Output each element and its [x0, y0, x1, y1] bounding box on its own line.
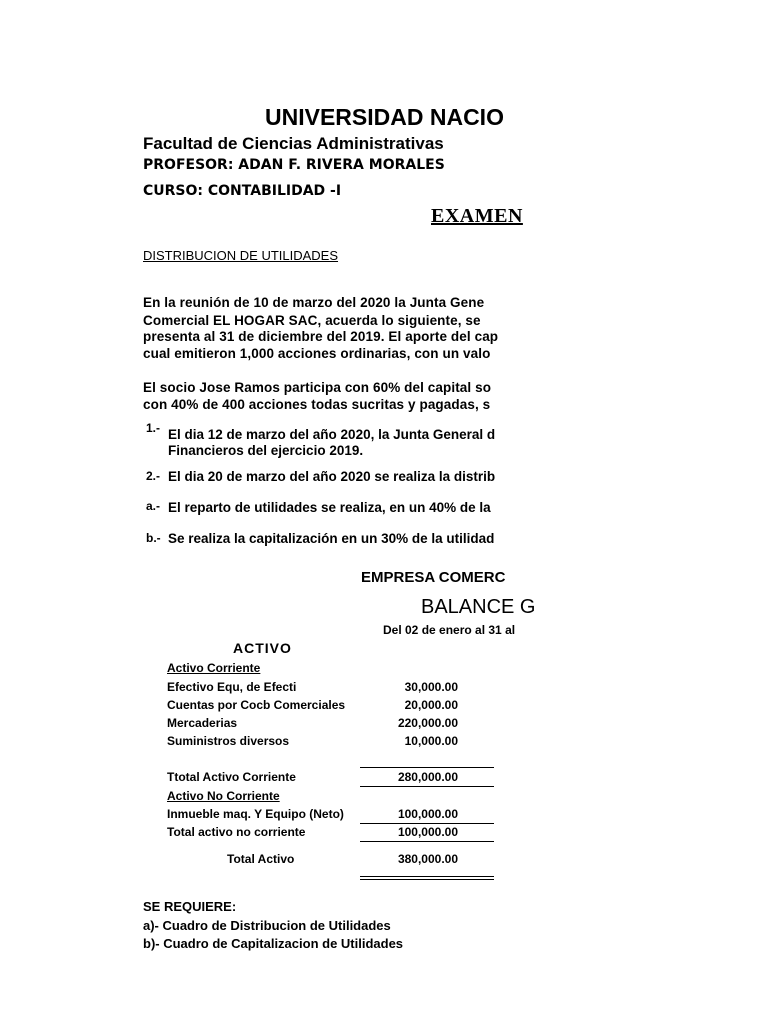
balance-row-value: 20,000.00	[404, 698, 458, 712]
requirements-heading: SE REQUIERE:	[143, 899, 237, 914]
requirement-item: b)- Cuadro de Capitalizacion de Utilidades	[143, 936, 404, 951]
balance-row-label: Efectivo Equ, de Efecti	[167, 680, 297, 694]
total-corriente-label: Ttotal Activo Corriente	[167, 770, 296, 784]
subtotal-rule	[360, 841, 494, 842]
balance-row-label: Inmueble maq. Y Equipo (Neto)	[167, 807, 344, 821]
no-corriente-heading: Activo No Corriente	[167, 789, 280, 803]
total-no-corriente-label: Total activo no corriente	[167, 825, 306, 839]
paragraph1-line: En la reunión de 10 de marzo del 2020 la Junta Gene	[143, 295, 485, 310]
paragraph1-line: Comercial EL HOGAR SAC, acuerda lo siguiente, se	[143, 313, 481, 328]
item-number: a.-	[146, 499, 161, 513]
balance-row-value: 100,000.00	[397, 807, 458, 821]
double-rule	[360, 876, 494, 877]
section-title: DISTRIBUCION DE UTILIDADES	[143, 248, 339, 263]
requirement-item: a)- Cuadro de Distribucion de Utilidades	[143, 918, 391, 933]
item-line: Financieros del ejercicio 2019.	[168, 443, 364, 458]
paragraph1-line: cual emitieron 1,000 acciones ordinarias, con un valo	[143, 346, 491, 361]
university-title: UNIVERSIDAD NACIO	[265, 104, 504, 130]
course-line: CURSO: CONTABILIDAD -I	[143, 183, 342, 199]
total-no-corriente-value: 100,000.00	[397, 825, 458, 839]
item-number: 1.-	[146, 421, 161, 435]
balance-row-label: Cuentas por Cocb Comerciales	[167, 698, 346, 712]
paragraph1-line: presenta al 31 de diciembre del 2019. El aporte del cap	[143, 329, 499, 344]
item-line: El dia 12 de marzo del año 2020, la Junta General d	[168, 427, 496, 442]
item-number: 2.-	[146, 469, 161, 483]
paragraph2-line: El socio Jose Ramos participa con 60% del capital so	[143, 380, 492, 395]
balance-row-value: 30,000.00	[404, 680, 458, 694]
professor-line: PROFESOR: ADAN F. RIVERA MORALES	[143, 157, 445, 173]
item-line: Se realiza la capitalización en un 30% de la utilidad	[168, 531, 495, 546]
corriente-heading: Activo Corriente	[167, 661, 261, 675]
total-corriente-value: 280,000.00	[397, 770, 458, 784]
balance-row-label: Suministros diversos	[167, 734, 290, 748]
balance-period: Del 02 de enero al 31 al	[383, 623, 516, 637]
subtotal-rule	[360, 786, 494, 787]
balance-title: BALANCE G	[421, 596, 536, 618]
item-line: El reparto de utilidades se realiza, en un 40% de la	[168, 500, 491, 515]
activo-heading: ACTIVO	[233, 640, 292, 656]
item-line: El dia 20 de marzo del año 2020 se realiza la distrib	[168, 469, 496, 484]
subtotal-rule	[360, 823, 494, 824]
exam-title: EXAMEN	[431, 205, 523, 227]
faculty-name: Facultad de Ciencias Administrativas	[143, 134, 444, 153]
company-name: EMPRESA COMERC	[361, 569, 506, 586]
item-number: b.-	[146, 531, 161, 545]
subtotal-rule	[360, 767, 494, 768]
balance-row-value: 10,000.00	[404, 734, 458, 748]
double-rule	[360, 879, 494, 880]
balance-row-label: Mercaderias	[167, 716, 238, 730]
total-activo-label: Total Activo	[227, 852, 295, 866]
paragraph2-line: con 40% de 400 acciones todas sucritas y pagadas, s	[143, 397, 491, 412]
balance-row-value: 220,000.00	[397, 716, 458, 730]
total-activo-value: 380,000.00	[397, 852, 458, 866]
